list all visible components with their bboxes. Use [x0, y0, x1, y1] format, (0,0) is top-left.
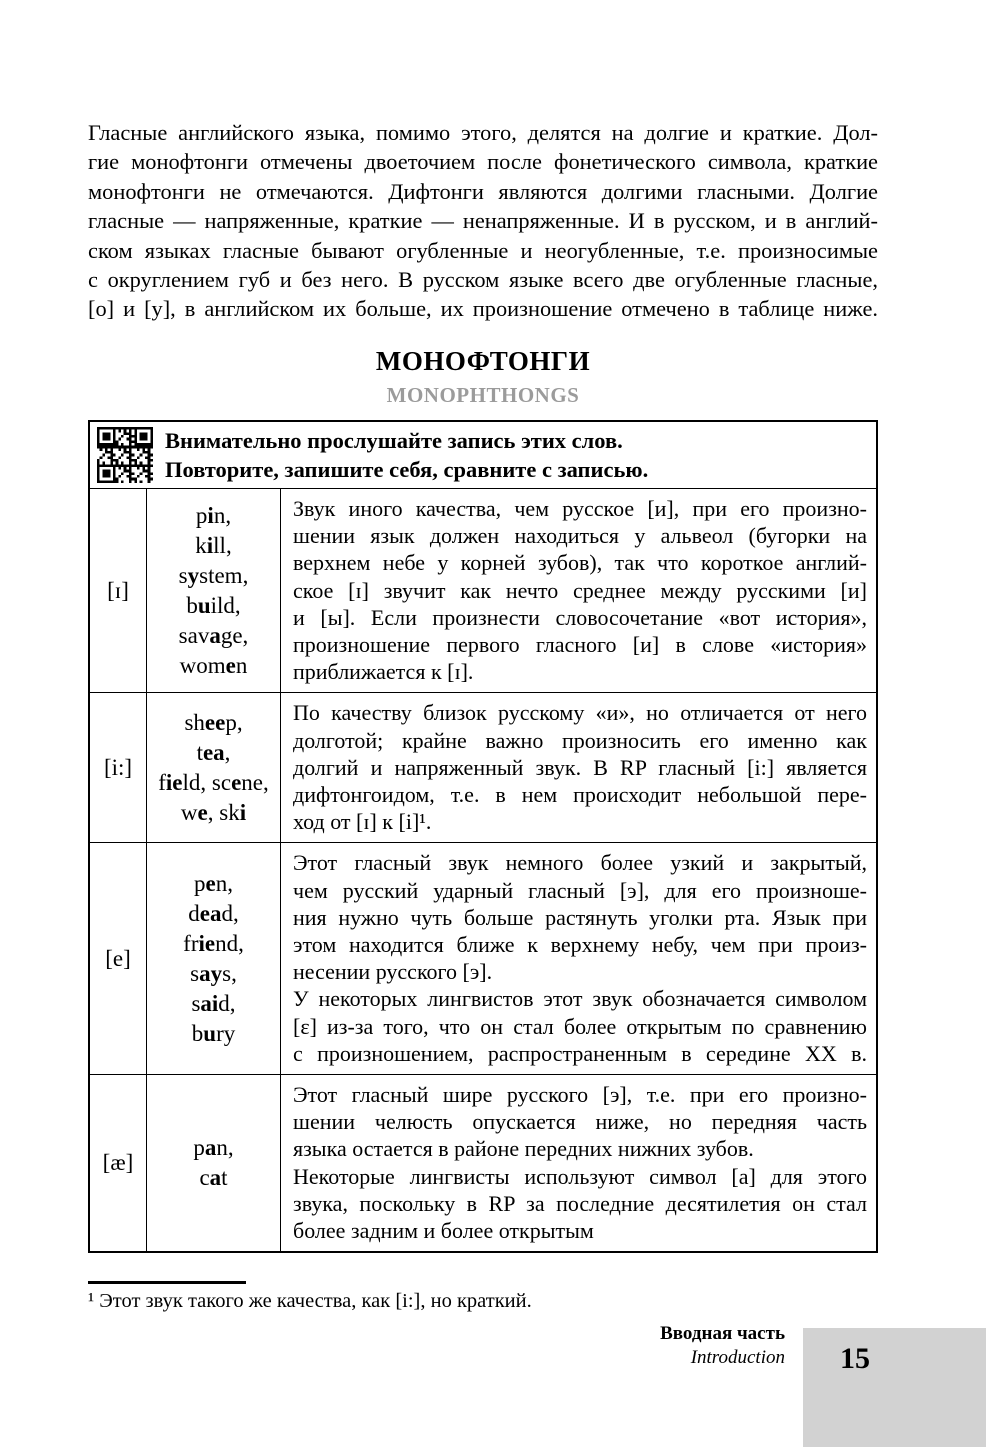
word-line: cat	[199, 1165, 228, 1191]
text-line: У некоторых лингвистов этот звук обозначается символом	[293, 986, 867, 1012]
text-line: произношение первого гласного [и] в слове «история»	[293, 632, 867, 658]
word-line: savage,	[178, 622, 249, 648]
word-line: field, scene,	[158, 769, 269, 795]
example-words	[147, 489, 281, 692]
word-line: said,	[191, 990, 236, 1016]
word-line: we, ski	[180, 799, 247, 825]
footer-section-en: Introduction	[690, 1346, 785, 1368]
word-line: tea,	[196, 739, 231, 765]
text-line: Звук иного качества, чем русское [и], при его произно-	[293, 496, 867, 521]
phonetic-symbol: [ɪ]	[90, 489, 147, 692]
word-line: build,	[186, 592, 241, 618]
pronunciation-description	[281, 693, 876, 842]
text-line: чем русский ударный гласный [э], для его произноше-	[293, 877, 867, 903]
text-line: верхнем небе у корней зубов), так что короткое англий-	[293, 550, 867, 576]
text-line: более задним и более открытым	[293, 1218, 594, 1244]
table-header-instructions	[165, 426, 648, 484]
text-line: шении челюсть опускается ниже, но передняя часть	[293, 1109, 867, 1135]
text-line: Этот гласный шире русского [э], т.е. при его произно-	[293, 1082, 867, 1108]
monophthongs-table	[88, 420, 878, 1253]
example-words	[147, 693, 281, 842]
footnote-text: ¹ Этот звук такого же качества, как [i:], но краткий.	[88, 1290, 532, 1312]
text-line: гласные — напряженные, краткие — ненапряженные. И в русском, и в англий-	[88, 208, 878, 234]
text-line: языка остается в районе передних нижних зубов.	[293, 1136, 754, 1162]
table-row	[90, 489, 876, 693]
text-line: дифтонгоидом, т.е. в нем происходит небольшой пере-	[293, 782, 867, 808]
text-line: ском языках гласные бывают огубленные и неогубленные, т.е. произносимые	[88, 237, 878, 263]
pronunciation-description	[281, 489, 876, 692]
text-line: Внимательно прослушайте запись этих слов.	[165, 428, 623, 453]
word-line: bury	[191, 1020, 236, 1046]
example-words	[147, 1075, 281, 1251]
text-line: звука, поскольку в RP за последние десятилетия он стал	[293, 1190, 867, 1216]
text-line: ход от [ɪ] к [i]¹.	[293, 809, 432, 835]
example-words	[147, 843, 281, 1074]
pronunciation-description	[281, 1075, 876, 1251]
text-line: [ɛ] из-за того, что он стал более открытым по сравнению	[293, 1013, 867, 1039]
phonetic-symbol: [æ]	[90, 1075, 147, 1251]
text-line: По качеству близок русскому «и», но отличается от него	[293, 700, 867, 726]
text-line: несении русского [э].	[293, 959, 493, 985]
footer-section-ru: Вводная часть	[660, 1323, 785, 1344]
table-row	[90, 693, 876, 843]
word-line: women	[179, 652, 248, 678]
table-header-row	[90, 422, 876, 489]
table-row	[90, 843, 876, 1075]
text-line: шении язык должен находиться у альвеол (бугорки на	[293, 523, 867, 549]
intro-paragraph	[88, 118, 878, 324]
page-number: 15	[840, 1342, 870, 1375]
text-line: ния нужно чуть больше растянуть уголки рта. Язык при	[293, 904, 867, 930]
text-line: приближается к [ɪ].	[293, 659, 474, 685]
word-line: kill,	[195, 532, 232, 558]
section-title-en: MONOPHTHONGS	[386, 383, 580, 407]
pronunciation-description	[281, 843, 876, 1074]
table-row	[90, 1075, 876, 1251]
phonetic-symbol: [e]	[90, 843, 147, 1074]
text-line: ское [ɪ] звучит как нечто среднее между русскими [и]	[293, 577, 867, 603]
word-line: system,	[178, 562, 249, 588]
text-line: этом находится ближе к верхнему небу, чем при произ-	[293, 932, 867, 958]
text-line: гие монофтонги отмечены двоеточием после фонетического символа, краткие	[88, 149, 878, 175]
word-line: pen,	[194, 870, 233, 896]
section-title-ru: МОНОФТОНГИ	[375, 346, 591, 376]
text-line: [о] и [у], в английском их больше, их произношение отмечено в таблице ниже.	[88, 296, 878, 322]
text-line: Некоторые лингвисты используют символ [a] для этого	[293, 1163, 867, 1189]
page-footer	[88, 1322, 785, 1369]
text-line: монофтонги не отмечаются. Дифтонги являются долгими гласными. Долгие	[88, 178, 878, 204]
page-number-box	[803, 1328, 986, 1447]
text-line: и [ы]. Если произнести словосочетание «вот история»,	[293, 604, 867, 630]
footnote-rule	[88, 1281, 246, 1284]
text-line: с произношением, распространенным в середине XX в.	[293, 1040, 867, 1066]
text-line: Гласные английского языка, помимо этого, делятся на долгие и краткие. Дол-	[88, 120, 878, 145]
text-line: Повторите, запишите себя, сравните с записью.	[165, 457, 649, 482]
text-line: с округлением губ и без него. В русском языке всего две огубленные гласные,	[88, 267, 878, 293]
text-line: Этот гласный звук немного более узкий и закрытый,	[293, 850, 867, 876]
qr-code-icon	[97, 427, 153, 483]
word-line: friend,	[183, 930, 244, 956]
word-line: sheep,	[184, 709, 243, 735]
text-line: долготой; крайне важно произносить его именно как	[293, 727, 867, 753]
word-line: says,	[190, 960, 237, 986]
word-line: dead,	[188, 900, 239, 926]
word-line: pin,	[195, 502, 232, 528]
text-line: долгий и напряженный звук. В RP гласный [i:] является	[293, 754, 867, 780]
word-line: pan,	[193, 1135, 234, 1161]
phonetic-symbol: [i:]	[90, 693, 147, 842]
